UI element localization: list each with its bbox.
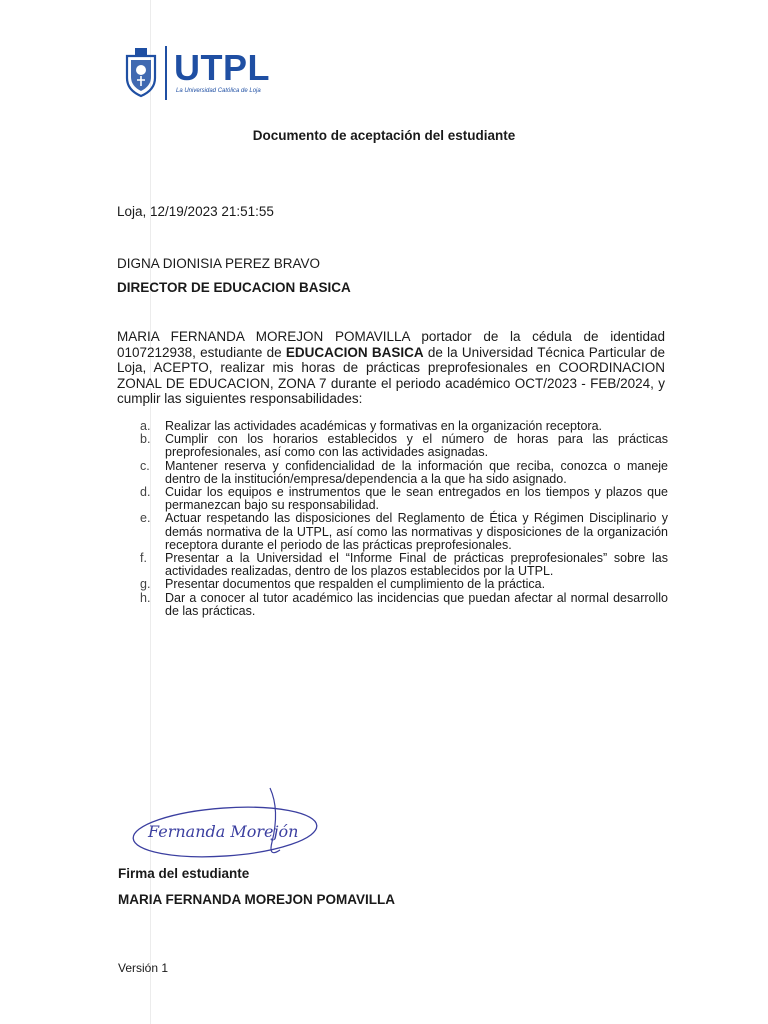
list-letter: d. <box>140 485 151 500</box>
responsibilities-list <box>140 420 668 618</box>
list-item-text: Cumplir con los horarios establecidos y el número de horas para las prácticas preprofesionales, así como con las actividades asignadas. <box>165 432 668 460</box>
university-seal-icon <box>123 46 159 98</box>
list-item-text: Realizar las actividades académicas y formativas en la organización receptora. <box>165 419 603 433</box>
paragraph-text: de la Universidad Técnica Particular de Loja, <box>117 344 665 375</box>
list-letter: c. <box>140 458 150 473</box>
document-title: Documento de aceptación del estudiante <box>252 128 516 143</box>
list-letter: a. <box>140 419 151 433</box>
paragraph-text: durante el periodo académico <box>326 375 515 391</box>
career-name: EDUCACION BASICA <box>285 344 424 360</box>
list-item <box>140 592 668 618</box>
utpl-logo <box>123 46 283 102</box>
paragraph-text: , y cumplir las siguientes responsabilidades: <box>117 375 665 406</box>
list-letter: g. <box>140 577 151 592</box>
signature-text: Fernanda Morejón <box>148 822 299 841</box>
list-item-text: Presentar a la Universidad el “Informe Final de prácticas preprofesionales” sobre las actividades realizadas, dentro de los plazos establecidos por la UTPL. <box>165 551 668 579</box>
recipient-name: DIGNA DIONISIA PEREZ BRAVO <box>117 256 321 271</box>
date-line: Loja, 12/19/2023 21:51:55 <box>117 204 274 219</box>
paragraph-text: , realizar mis horas de prácticas preprofesionales en <box>208 360 559 375</box>
list-letter: f. <box>140 551 147 566</box>
institution-name: COORDINACION ZONAL DE EDUCACION, ZONA 7 <box>117 360 666 391</box>
accept-word: ACEPTO <box>153 360 209 375</box>
list-letter: e. <box>140 511 151 526</box>
handwritten-signature <box>130 780 340 870</box>
paragraph-text: portador de la cédula de identidad 0107212938, estudiante de <box>117 329 666 360</box>
list-item-text: Mantener reserva y confidencialidad de la información que reciba, conozca o maneje dentro de la institución/empresa/dependencia a la que ha sido asignado. <box>165 458 668 486</box>
list-item <box>140 433 668 459</box>
document-version: Versión 1 <box>118 961 169 975</box>
academic-period: OCT/2023 - FEB/2024 <box>514 375 651 391</box>
signature-label: Firma del estudiante <box>118 866 250 881</box>
list-item-text: Dar a conocer al tutor académico las incidencias que puedan afectar al normal desarrollo de las prácticas. <box>165 590 668 618</box>
list-item <box>140 486 668 512</box>
list-item-text: Cuidar los equipos e instrumentos que le sean entregados en los tiempos y plazos que permanezcan bajo su responsabilidad. <box>165 485 668 513</box>
list-letter: b. <box>140 432 151 447</box>
list-item <box>140 460 668 486</box>
logo-wordmark: UTPL <box>174 47 270 88</box>
list-item <box>140 552 668 578</box>
list-item <box>140 512 668 552</box>
student-name: MARIA FERNANDA MOREJON POMAVILLA <box>117 329 410 344</box>
list-letter: h. <box>140 590 151 605</box>
logo-tagline: La Universidad Católica de Loja <box>176 88 261 94</box>
list-item-text: Actuar respetando las disposiciones del Reglamento de Ética y Régimen Disciplinario y demás normativa de la UTPL, así como las normativas y disposiciones de la organización receptora durante el periodo de las prácticas preprofesionales. <box>165 511 668 552</box>
list-item-text: Presentar documentos que respalden el cumplimiento de la práctica. <box>165 577 546 592</box>
recipient-role: DIRECTOR DE EDUCACION BASICA <box>117 280 351 295</box>
acceptance-paragraph <box>117 329 665 407</box>
logo-divider <box>165 46 167 100</box>
signer-name: MARIA FERNANDA MOREJON POMAVILLA <box>118 892 395 907</box>
